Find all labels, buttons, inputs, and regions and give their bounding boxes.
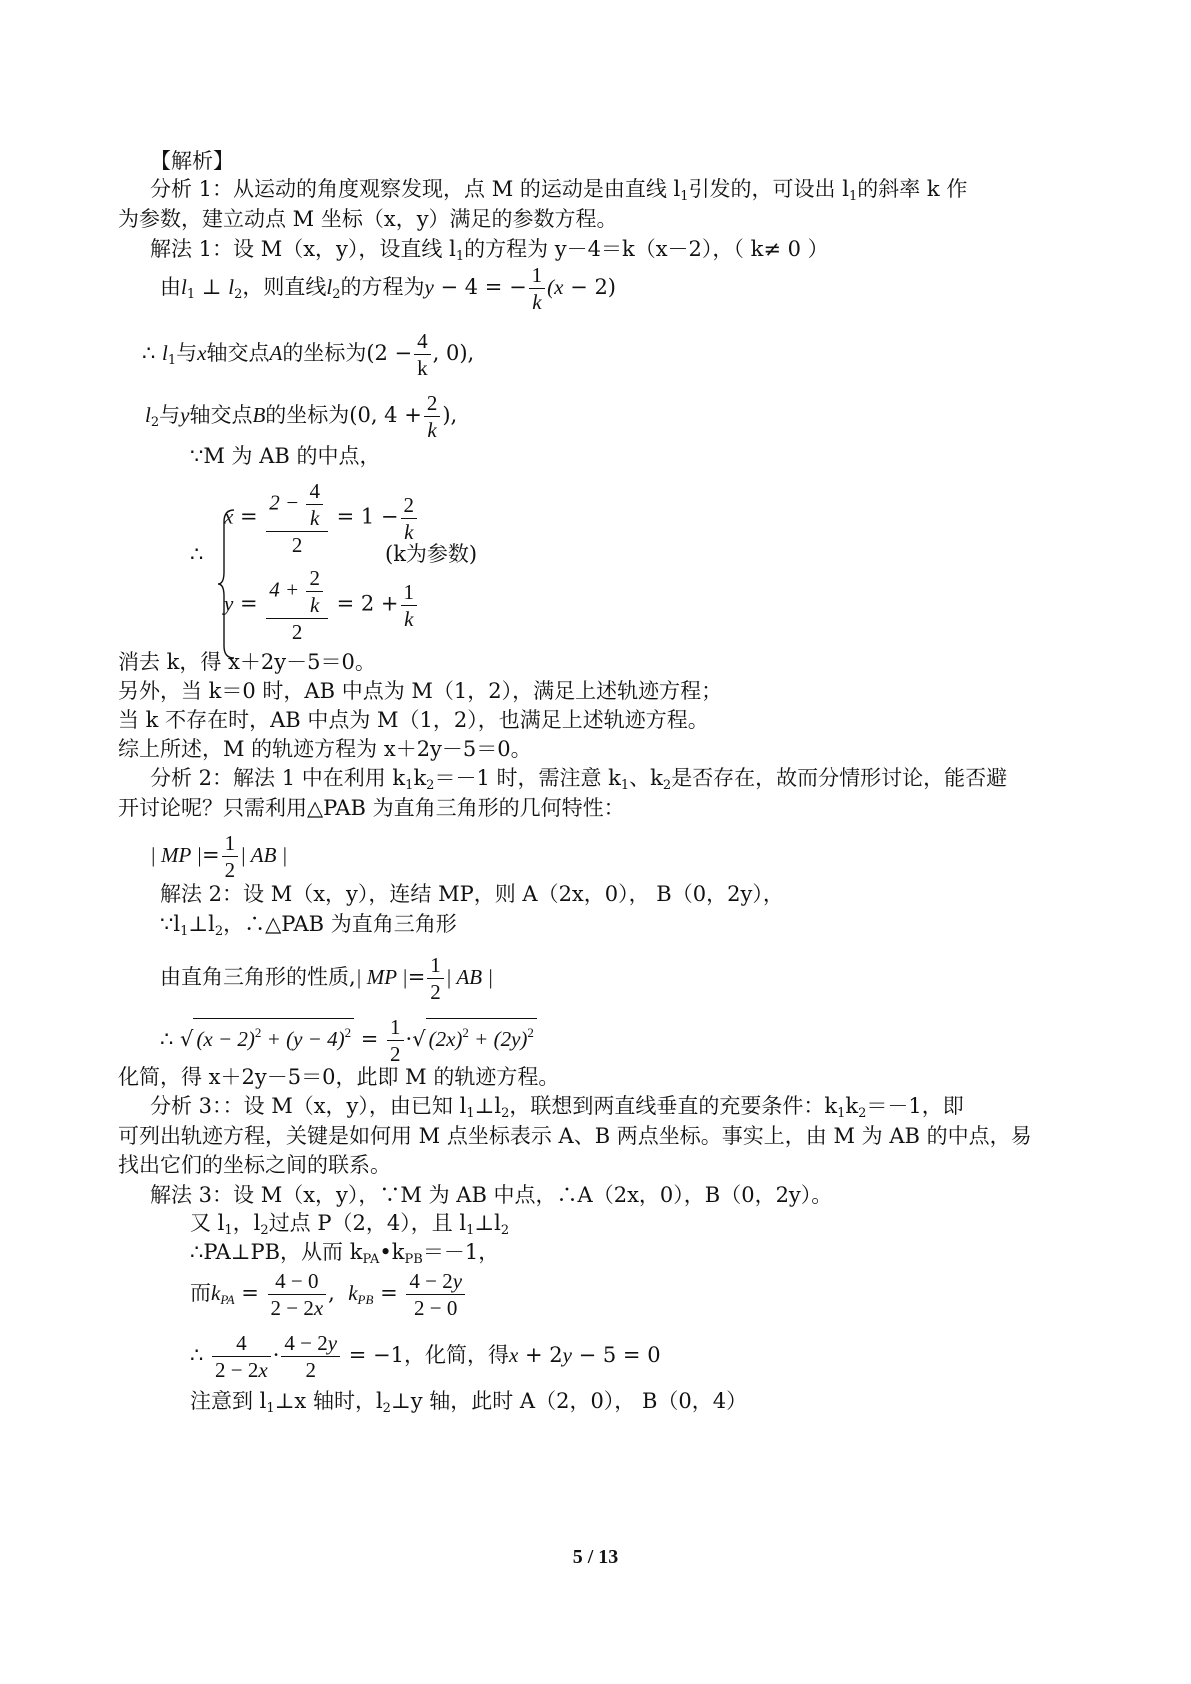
- analysis-2-line-2: 开讨论呢？只需利用△PAB 为直角三角形的几何特性：: [118, 796, 625, 820]
- param-equation-y: y = 4 + $\frac{2}{k}$ 2 = 2 + $\frac{1}{k}$: [224, 565, 419, 645]
- equation-l2: 由$l_1$ ⊥ $l_2$，则直线$l_2$的方程为y − 4 = − $\frac{1}{k}$ (x − 2): [160, 263, 616, 314]
- method-3-line-2: 又 $l_1$，$l_2$过点 P（2，4），且 $l_1\perp l_2$: [190, 1211, 510, 1238]
- extra-case-2: 当 k 不存在时，AB 中点为 M（1，2），也满足上述轨迹方程。: [118, 708, 709, 732]
- param-note: (k为参数): [385, 542, 478, 566]
- section-heading: 【解析】: [150, 149, 234, 173]
- analysis-3-line-2: 可列出轨迹方程，关键是如何用 M 点坐标表示 A、B 两点坐标。事实上，由 M 为 AB 的中点，易: [118, 1124, 1032, 1148]
- analysis-3-line-1: 分析 3：：设 M（x，y），由已知 $l_1\perp l_2$，联想到两直线垂直的充要条件：$k_1k_2=-1$，即: [150, 1094, 964, 1121]
- therefore-symbol: ∴: [190, 542, 204, 566]
- equation-point-a: ∴ $l_1$与x轴交点A的坐标为(2 − $\frac{4}{k}$ , 0),: [142, 329, 475, 380]
- param-equation-x: x = 2 − $\frac{4}{k}$ 2 = 1 − $\frac{2}{k}$: [224, 478, 419, 558]
- method-2-line-1: 解法 2：设 M（x，y），连结 MP，则 A（2x，0）， B（0，2y），: [160, 882, 784, 906]
- eliminate-k: 消去 k，得 x＋2y－5＝0。: [118, 650, 376, 674]
- analysis-1-line-2: 为参数，建立动点 M 坐标（x，y）满足的参数方程。: [118, 207, 618, 231]
- method-3-line-3: ∴PA⊥PB，从而 $k_{PA}•k_{PB}=-1$，: [190, 1240, 500, 1267]
- page-number: 5 / 13: [572, 1546, 619, 1568]
- product-equation: ∴ $\frac{4}{2 - 2x}$ · $\frac{4 - 2y}{2}$ = −1，化简，得x + 2y − 5 = 0: [190, 1331, 661, 1382]
- analysis-3-line-3: 找出它们的坐标之间的联系。: [118, 1153, 391, 1177]
- extra-case-1: 另外，当 k＝0 时，AB 中点为 M（1，2），满足上述轨迹方程；: [118, 679, 723, 703]
- midpoint-note: ∵M 为 AB 的中点，: [190, 444, 381, 468]
- conclusion-1: 综上所述，M 的轨迹方程为 x＋2y－5＝0。: [118, 737, 532, 761]
- method-2-line-3: 由直角三角形的性质,| MP |= $\frac{1}{2}$ | AB |: [160, 953, 494, 1004]
- method-3-line-1: 解法 3：设 M（x，y），∵M 为 AB 中点，∴A（2x，0），B（0，2y）。: [150, 1183, 833, 1207]
- equation-point-b: $l_2$与y轴交点B的坐标为(0, 4 + $\frac{2}{k}$ ),: [145, 391, 458, 442]
- method-2-simplify: 化简，得 x＋2y－5＝0，此即 M 的轨迹方程。: [118, 1065, 560, 1089]
- analysis-2-line-1: 分析 2：解法 1 中在利用 $k_1k_2=-1$ 时，需注意 $k_1$、$k_2$是否存在，故而分情形讨论，能否避: [150, 766, 1008, 793]
- method-2-line-2: $\because l_1\perp l_2$，∴△PAB 为直角三角形: [160, 912, 457, 939]
- slope-expressions: 而$k_{PA}$ = $\frac{4 - 0}{2 - 2x}$ , $k_{PB}$ = $\frac{4 - 2y}{2 - 0}$: [190, 1268, 467, 1321]
- analysis-1-line-1: 分析 1：从运动的角度观察发现，点 M 的运动是由直线 $l_1$引发的，可设出 $l_1$的斜率 k 作: [150, 177, 968, 204]
- method-1-line-1: 解法 1：设 M（x，y），设直线 $l_1$的方程为 y－4＝k（x－2），（ k≠ 0 ）: [150, 237, 829, 264]
- equation-mp-half-ab: | MP |= $\frac{1}{2}$ | AB |: [150, 831, 288, 882]
- distance-equation: ∴ √ $(x - 2)^2 + (y - 4)^2$ = $\frac{1}{2}$ ·√ $(2x)^2 + (2y)^2$: [160, 1014, 537, 1067]
- method-3-note: 注意到 $l_1\perp x$ 轴时，$l_2\perp y$ 轴，此时 A（2，0）， B（0，4）: [190, 1389, 748, 1416]
